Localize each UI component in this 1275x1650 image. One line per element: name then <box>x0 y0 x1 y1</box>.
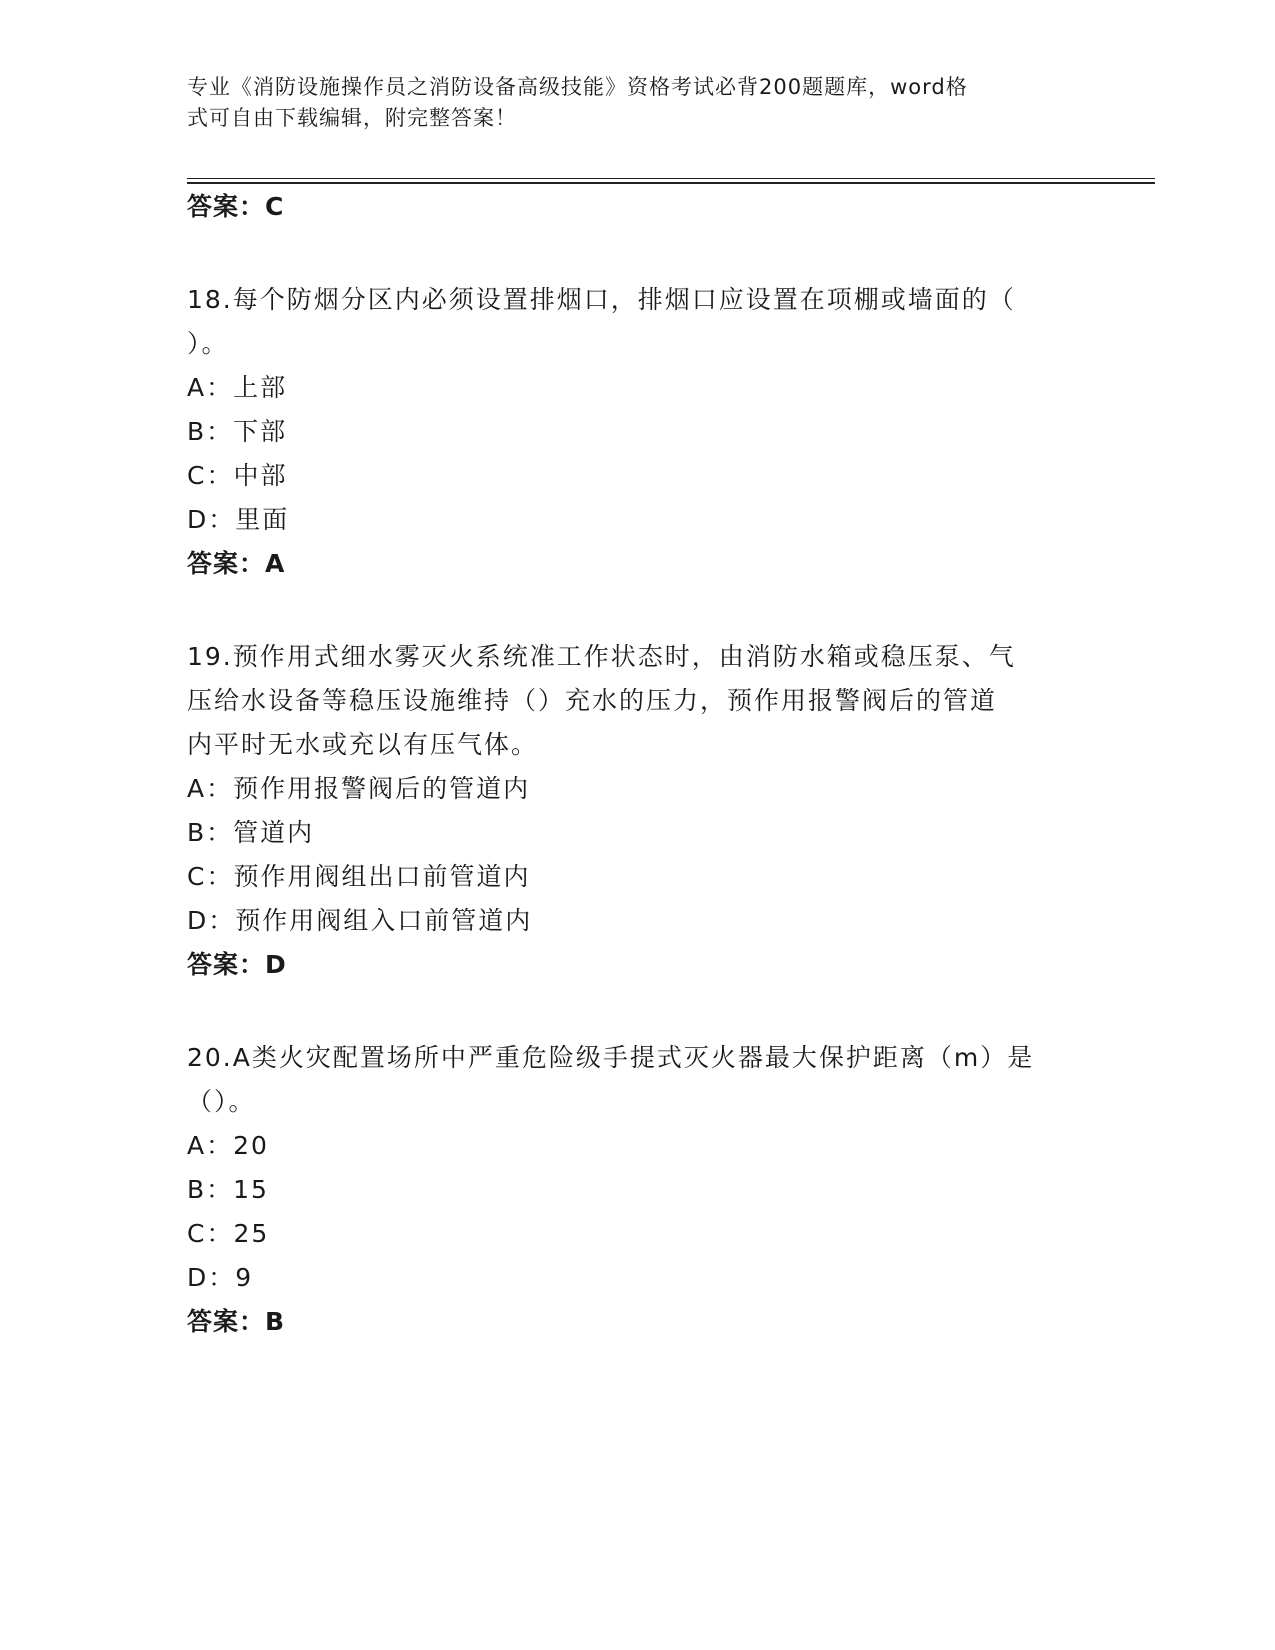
question-19-option-c: C：预作用阀组出口前管道内 <box>187 862 531 891</box>
header-line-2: 式可自由下载编辑，附完整答案！ <box>187 106 517 130</box>
answer-label: 答案：C <box>187 192 285 221</box>
question-19-line-1: 19.预作用式细水雾灭火系统准工作状态时，由消防水箱或稳压泵、气 <box>187 642 1016 671</box>
question-18-option-a: A：上部 <box>187 373 288 402</box>
question-19-option-d: D：预作用阀组入口前管道内 <box>187 906 533 935</box>
question-20-option-d: D：9 <box>187 1263 254 1292</box>
question-18-line-2: ）。 <box>187 329 229 358</box>
question-20-answer: 答案：B <box>187 1307 286 1336</box>
question-20-line-2: （）。 <box>187 1087 256 1116</box>
question-20-option-c: C：25 <box>187 1219 270 1248</box>
question-20-line-1: 20.A类火灾配置场所中严重危险级手提式灭火器最大保护距离（m）是 <box>187 1043 1035 1072</box>
question-18-option-b: B：下部 <box>187 417 288 446</box>
header-divider-thin <box>187 178 1155 179</box>
question-19-answer: 答案：D <box>187 950 287 979</box>
question-18-option-c: C：中部 <box>187 461 288 490</box>
question-20-option-b: B：15 <box>187 1175 269 1204</box>
document-header <box>187 72 1067 134</box>
header-divider-thick <box>187 182 1155 184</box>
question-19-option-b: B：管道内 <box>187 818 315 847</box>
question-18-option-d: D：里面 <box>187 505 290 534</box>
question-19-option-a: A：预作用报警阀后的管道内 <box>187 774 531 803</box>
question-18-line-1: 18.每个防烟分区内必须设置排烟口，排烟口应设置在项棚或墙面的（ <box>187 285 1016 314</box>
question-19-line-2: 压给水设备等稳压设施维持（）充水的压力，预作用报警阀后的管道 <box>187 686 998 715</box>
question-20-option-a: A：20 <box>187 1131 269 1160</box>
header-line-1: 专业《消防设施操作员之消防设备高级技能》资格考试必背200题题库，word格 <box>187 75 968 99</box>
question-19-line-3: 内平时无水或充以有压气体。 <box>187 730 539 759</box>
question-18-answer: 答案：A <box>187 549 286 578</box>
